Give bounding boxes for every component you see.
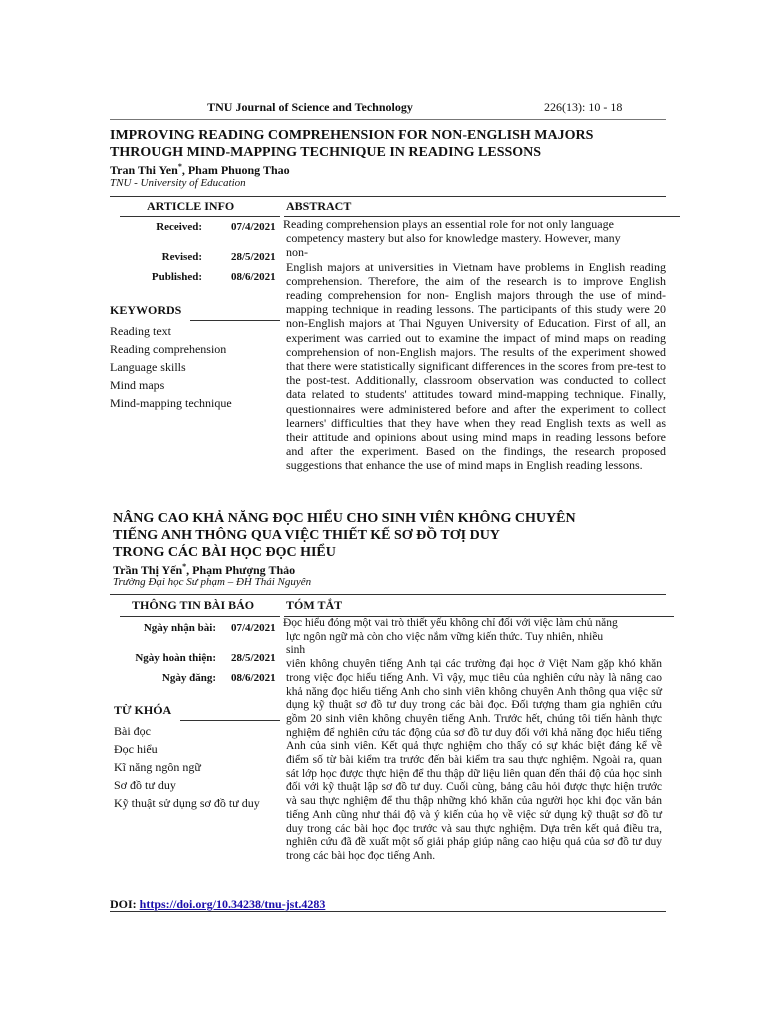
revised-date: 28/5/2021	[231, 251, 276, 263]
journal-name: TNU Journal of Science and Technology	[207, 100, 413, 114]
english-title-line: IMPROVING READING COMPREHENSION FOR NON-ENGLISH MAJORS	[110, 128, 594, 143]
footer-rule	[110, 911, 666, 912]
keywords-heading: KEYWORDS	[110, 303, 182, 317]
abstract-line: Đọc hiểu đóng một vai trò thiết yếu không chỉ đối với việc làm chủ năng	[283, 617, 618, 629]
abstract-line: lực ngôn ngữ mà còn cho việc nắm vững kiến thức. Tuy nhiên, nhiều	[286, 630, 604, 643]
english-authors	[110, 162, 290, 178]
keyword: Kỹ thuật sử dụng sơ đồ tư duy	[114, 796, 260, 810]
keyword: Reading text	[110, 324, 171, 338]
keyword: Sơ đồ tư duy	[114, 778, 176, 792]
vietnamese-affiliation: Trường Đại học Sư phạm – ĐH Thái Nguyên	[113, 576, 312, 588]
vietnamese-title-line: TRONG CÁC BÀI HỌC ĐỌC HIỂU	[113, 545, 336, 560]
published-label: Ngày đăng:	[161, 672, 216, 684]
corresponding-mark: *	[182, 562, 187, 571]
keyword: Bài đọc	[114, 724, 151, 738]
received-date: 07/4/2021	[231, 622, 276, 634]
abstract-line: competency mastery but also for knowledge mastery. However, many	[286, 231, 621, 246]
abstract-heading: TÓM TẮT	[286, 598, 343, 612]
author-name: Trần Thị Yến	[113, 563, 183, 577]
author-name: , Phạm Phượng Thảo	[186, 563, 296, 577]
doi	[110, 897, 325, 912]
info-heading-rule	[120, 616, 280, 617]
article-info-heading: THÔNG TIN BÀI BÁO	[132, 598, 255, 612]
english-affiliation: TNU - University of Education	[110, 177, 246, 189]
abstract-line: sinh	[286, 644, 306, 657]
english-abstract	[283, 217, 666, 473]
received-label: Received:	[156, 221, 202, 233]
journal-issue: 226(13): 10 - 18	[544, 100, 623, 114]
vietnamese-abstract	[283, 617, 662, 864]
revised-label: Ngày hoàn thiện:	[135, 652, 216, 664]
doi-link[interactable]: https://doi.org/10.34238/tnu-jst.4283	[139, 897, 326, 911]
header-rule	[110, 119, 666, 120]
published-date: 08/6/2021	[231, 672, 276, 684]
box-top-rule	[110, 196, 666, 197]
box-top-rule	[110, 594, 666, 595]
revised-date: 28/5/2021	[231, 652, 276, 664]
corresponding-mark: *	[177, 162, 182, 171]
published-label: Published:	[151, 271, 202, 283]
received-label: Ngày nhận bài:	[143, 622, 216, 634]
keyword: Reading comprehension	[110, 342, 227, 356]
abstract-line: non-	[286, 245, 308, 260]
keywords-list	[110, 322, 232, 412]
keyword: Đọc hiểu	[114, 742, 158, 756]
vietnamese-title	[113, 510, 673, 561]
abstract-body: viên không chuyên tiếng Anh tại các trường đại học ở Việt Nam gặp khó khăn trong việc đọc hiểu tiếng Anh. Vì vậy, mục tiêu của nghiên cứu này là nâng cao khả năng đọc hiểu tiếng Anh cho sinh viên không chuyên Anh thông qua việc sử dụng kỹ thuật sơ đồ tư duy trong các bài đọc. Đối tượng tham gia nghiên cứu gồm 20 sinh viên không chuyên tiếng Anh. Trước hết, chúng tôi tiến hành thực nghiệm để nghiên cứu tác động của sơ đồ tư duy đối với khả năng đọc hiểu tiếng Anh của sinh viên. Kết quả thực nghiệm cho thấy có sự khác biệt đáng kể về điểm số từ bài kiểm tra trước đến bài kiểm tra sau thực nghiệm. Ngoài ra, quan sát lớp học được thực hiện để thu thập dữ liệu liên quan đến thái độ của học sinh đối với kỹ thuật lập sơ đồ tư duy. Cuối cùng, bảng câu hỏi được thực hiện trước và sau thực nghiệm để thu thập những khó khăn của người học khi đọc văn bản tiếng Anh cũng như thái độ và ý kiến của họ về việc sử dụng kỹ thuật sơ đồ tư duy trong các bài học đọc trước và sau thực nghiệm. Dựa trên kết quả điều tra, nghiên cứu đã đề xuất một số giải pháp giúp nâng cao hiệu quả của sơ đồ tư duy trong các bài học đọc tiếng Anh.	[286, 658, 662, 862]
received-date: 07/4/2021	[231, 221, 276, 233]
keyword: Language skills	[110, 360, 186, 374]
english-title-line: THROUGH MIND-MAPPING TECHNIQUE IN READING LESSONS	[110, 145, 542, 160]
keyword: Mind maps	[110, 378, 165, 392]
keywords-list	[114, 722, 260, 812]
abstract-heading: ABSTRACT	[286, 199, 352, 213]
keywords-rule	[190, 320, 280, 321]
keywords-heading: TỪ KHÓA	[114, 703, 172, 717]
keyword: Mind-mapping technique	[110, 396, 232, 410]
author-name: Tran Thi Yen	[110, 163, 178, 177]
vietnamese-title-line: NÂNG CAO KHẢ NĂNG ĐỌC HIỂU CHO SINH VIÊN KHÔNG CHUYÊN	[113, 511, 576, 526]
published-date: 08/6/2021	[231, 271, 276, 283]
author-name: , Pham Phuong Thao	[181, 163, 290, 177]
keywords-rule	[180, 720, 280, 721]
english-title	[110, 127, 670, 161]
abstract-line: Reading comprehension plays an essential role for not only language	[283, 217, 614, 231]
article-info-heading: ARTICLE INFO	[147, 199, 235, 213]
abstract-body: English majors at universities in Vietnam have problems in English reading comprehension. Therefore, the aim of the research is to improve English reading comprehension for non- English majors through the use of mind-mapping technique in reading lessons. The participants of this study were 20 non-English majors at Thai Nguyen University of Education. First of all, an experiment was carried out to examine the impact of mind maps on reading comprehension of non-English majors. The results of the experiment showed that there were statistically significant differences in the scores from pre-test to the post-test. Additionally, classroom observation was conducted to collect data related to students' attitudes toward mind-mapping technique. Finally, questionnaires were administered before and after the experiment to collect learners' difficulties that they have when they read English texts as well as their attitude and opinions about using mind maps in reading lessons before and after the experiment. Based on the findings, the research proposed suggestions that enhance the use of mind maps in English reading lessons.	[286, 259, 666, 473]
doi-label: DOI:	[110, 897, 140, 911]
revised-label: Revised:	[161, 251, 202, 263]
keyword: Kĩ năng ngôn ngữ	[114, 760, 201, 774]
vietnamese-title-line: TIẾNG ANH THÔNG QUA VIỆC THIẾT KẾ SƠ ĐỒ TƠỊ DUY	[113, 528, 500, 543]
info-heading-rule	[120, 216, 280, 217]
